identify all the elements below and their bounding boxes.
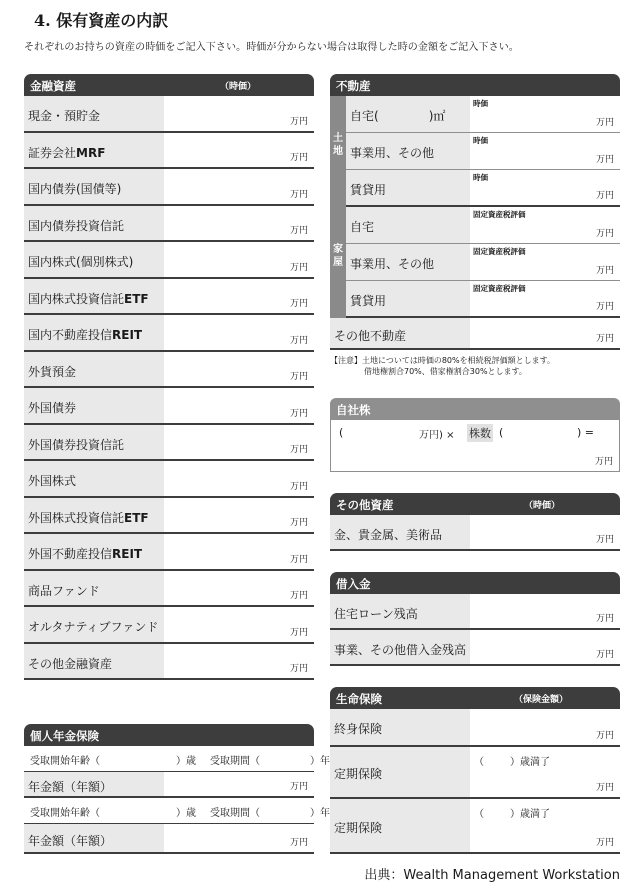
unit-label: 万円 [595, 731, 614, 741]
unit-label: 万円 [289, 226, 308, 236]
real-estate-note-1: 【注意】土地については時価の80%を相続税評価額とします。 [330, 356, 555, 365]
financial-asset-value-field[interactable] [164, 534, 314, 569]
pension-nen-label-1: ）年 [310, 756, 330, 767]
pension-age-row-2 [24, 798, 330, 824]
real-estate-label [350, 107, 445, 124]
other-real-estate-label: その他不動産 [334, 329, 407, 343]
financial-asset-label-text: 外国債券 [28, 401, 77, 415]
real-estate-note-2: 借地権割合70%、借家権割合30%とします。 [364, 367, 527, 376]
term-life-label-1: 定期保険 [334, 767, 383, 781]
financial-asset-value-field[interactable] [164, 498, 314, 533]
whole-life-label: 終身保険 [334, 722, 383, 736]
financial-asset-label-code: ETF [124, 510, 149, 525]
financial-asset-label-code: ETF [124, 291, 149, 306]
other-loan-field[interactable] [470, 630, 620, 664]
valuation-basis-note: 時価 [473, 99, 488, 108]
real-estate-label [350, 292, 386, 309]
house-row [346, 281, 620, 318]
own-stock-shares-tag: 株数 [467, 424, 493, 442]
financial-asset-row [24, 206, 314, 243]
house-row [346, 207, 620, 244]
home-area-unit: )㎡ [428, 109, 446, 123]
unit-label: 万円 [289, 554, 308, 565]
pension-annual-row-2 [24, 824, 314, 854]
pension-annual-row-1 [24, 772, 314, 798]
financial-asset-row [24, 534, 314, 571]
financial-asset-label-code: REIT [112, 547, 143, 561]
pension-annual-label-2: 年金額（年額） [28, 834, 113, 848]
pension-sai-label-1: ）歳 [176, 756, 196, 767]
unit-label: 万円 [289, 335, 308, 346]
real-estate-label [350, 255, 434, 272]
real-estate-label [350, 181, 386, 198]
real-estate-value-field[interactable] [470, 133, 620, 169]
house-side-label [330, 207, 346, 318]
financial-asset-label-text: その他金融資産 [28, 656, 113, 671]
real-estate-value-field[interactable] [470, 96, 620, 132]
valuation-basis-note: 固定資産税評価 [473, 284, 526, 293]
real-estate-value-field[interactable] [470, 207, 620, 243]
financial-asset-label-text: 国内株式投資信託 [28, 291, 125, 306]
financial-asset-value-field[interactable] [164, 571, 314, 606]
valuation-basis-note: 固定資産税評価 [473, 247, 526, 256]
financial-asset-label-code: REIT [112, 328, 143, 342]
unit-label: 万円 [595, 334, 614, 344]
real-estate-label-text: 自宅( [350, 109, 379, 123]
life-insurance-title: 生命保険 [336, 692, 382, 706]
financial-asset-row [24, 388, 314, 425]
unit-label: 万円 [595, 229, 614, 239]
pension-start-age-field-2[interactable] [104, 801, 174, 819]
pension-nen-label-2: ）年 [310, 808, 330, 819]
unit-label: 万円 [595, 535, 614, 545]
own-stock-box [330, 420, 620, 472]
term-life-field-2[interactable] [470, 799, 620, 852]
unit-label: 万円 [289, 481, 308, 492]
mortgage-row [330, 594, 620, 630]
financial-asset-label [28, 472, 76, 489]
unit-label: 万円 [595, 191, 614, 201]
unit-label: 万円 [289, 116, 308, 127]
financial-asset-label-code: MRF [76, 145, 106, 160]
real-estate-label-text: 賃貸用 [350, 183, 387, 197]
financial-asset-row [24, 96, 314, 133]
other-real-estate-row [330, 318, 620, 350]
real-estate-label [350, 144, 434, 161]
term-life-label-2: 定期保険 [334, 821, 383, 835]
own-stock-title: 自社株 [336, 403, 371, 417]
financial-asset-label-text: 国内債券投資信託 [28, 218, 125, 233]
financial-asset-value-field[interactable] [164, 644, 314, 679]
unit-label: 万円 [595, 118, 614, 128]
financial-asset-row [24, 644, 314, 681]
financial-asset-value-field[interactable] [164, 279, 314, 314]
term-expiry-close-1: ）歳満了 [510, 757, 550, 768]
unit-label: 万円 [595, 783, 614, 793]
pension-start-age-label-1: 受取開始年齢（ [30, 756, 100, 767]
financial-asset-row [24, 461, 314, 498]
financial-asset-label [28, 180, 121, 197]
term-expiry-open-2: （ [474, 809, 484, 820]
land-side-text: 土地 [333, 133, 343, 157]
unit-label: 万円 [289, 189, 308, 200]
term-life-row-1 [330, 747, 620, 799]
financial-asset-label [28, 326, 142, 343]
financial-asset-row [24, 169, 314, 206]
own-stock-unit-x: 万円) × [419, 430, 455, 441]
financial-asset-row [24, 242, 314, 279]
financial-asset-label-text: 国内不動産投信 [28, 328, 113, 342]
loans-header [330, 572, 620, 594]
real-estate-label-text: 自宅 [350, 220, 375, 234]
unit-label: 万円 [289, 518, 308, 528]
term-expiry-open-1: （ [474, 757, 484, 768]
real-estate-value-field[interactable] [470, 244, 620, 280]
financial-asset-value-field[interactable] [164, 133, 314, 168]
financial-asset-label [28, 253, 133, 270]
life-insurance-header-note: （保険金額） [514, 695, 569, 705]
pension-title: 個人年金保険 [30, 729, 99, 743]
financial-asset-label [28, 618, 158, 635]
financial-asset-label [28, 509, 149, 526]
financial-asset-label-text: 外国不動産投信 [28, 547, 113, 561]
unit-label: 万円 [289, 838, 308, 848]
pension-period-label-2: 受取期間（ [210, 808, 260, 819]
unit-label: 万円 [289, 299, 308, 309]
financial-asset-label [28, 144, 105, 161]
term-expiry-close-2: ）歳満了 [510, 809, 550, 820]
land-row [346, 96, 620, 133]
financial-asset-value-field[interactable] [164, 461, 314, 496]
financial-asset-row [24, 133, 314, 170]
financial-asset-value-field[interactable] [164, 96, 314, 131]
own-stock-result-field[interactable] [511, 446, 591, 468]
pension-age-row-1 [24, 746, 330, 772]
financial-assets-header-note: （時価） [220, 82, 257, 92]
term-life-field-1[interactable] [470, 747, 620, 797]
precious-metals-label: 金、貴金属、美術品 [334, 528, 443, 542]
whole-life-field[interactable] [470, 709, 620, 745]
pension-annual-field-2[interactable] [164, 824, 314, 852]
loans-title: 借入金 [336, 577, 371, 591]
pension-period-label-1: 受取期間（ [210, 756, 260, 767]
financial-asset-label-text: 国内債券(国債等) [28, 182, 122, 196]
financial-asset-label-text: 外貨預金 [28, 364, 77, 379]
other-assets-header-note: （時価） [524, 501, 561, 511]
financial-asset-row [24, 352, 314, 389]
mortgage-field[interactable] [470, 594, 620, 628]
own-stock-header [330, 398, 620, 420]
financial-asset-label [28, 107, 100, 124]
unit-label: 万円 [289, 591, 308, 601]
financial-asset-label [28, 436, 124, 453]
own-stock-price-field[interactable] [347, 424, 417, 442]
financial-asset-label-text: 商品ファンド [28, 583, 100, 598]
financial-asset-label [28, 545, 142, 562]
financial-asset-value-field[interactable] [164, 607, 314, 642]
pension-header [24, 724, 314, 746]
financial-asset-label [28, 363, 76, 380]
real-estate-label [350, 218, 374, 235]
term-life-row-2 [330, 799, 620, 854]
unit-label: 万円 [289, 445, 308, 455]
unit-label: 万円 [595, 302, 614, 312]
unit-label: 万円 [594, 457, 613, 467]
pension-start-age-field-1[interactable] [104, 749, 174, 767]
financial-asset-value-field[interactable] [164, 242, 314, 277]
real-estate-header [330, 74, 620, 96]
house-side-text: 家屋 [333, 244, 343, 268]
unit-label: 万円 [289, 664, 308, 674]
financial-asset-value-field[interactable] [164, 425, 314, 460]
unit-label: 万円 [595, 155, 614, 165]
own-stock-close-eq: ) = [577, 426, 595, 439]
unit-label: 万円 [595, 614, 614, 624]
financial-asset-row [24, 607, 314, 644]
financial-asset-label-text: 証券会社 [28, 145, 77, 160]
own-stock-open-paren-2: ( [499, 426, 504, 439]
financial-asset-label-text: 外国債券投資信託 [28, 437, 125, 452]
financial-asset-value-field[interactable] [164, 315, 314, 350]
financial-asset-value-field[interactable] [164, 388, 314, 423]
other-assets-header [330, 493, 620, 515]
other-loan-label: 事業、その他借入金残高 [334, 643, 467, 657]
pension-annual-label-1: 年金額（年額） [28, 780, 113, 794]
financial-asset-label [28, 582, 100, 599]
financial-asset-value-field[interactable] [164, 352, 314, 387]
other-assets-row [330, 515, 620, 551]
financial-assets-title: 金融資産 [30, 79, 76, 93]
real-estate-value-field[interactable] [470, 170, 620, 205]
financial-asset-label-text: 外国株式投資信託 [28, 510, 125, 525]
financial-asset-value-field[interactable] [164, 169, 314, 204]
real-estate-label-text: 事業用、その他 [350, 257, 435, 271]
financial-asset-row [24, 315, 314, 352]
unit-label: 万円 [289, 627, 308, 638]
financial-asset-label-text: オルタナティブファンド [28, 620, 159, 634]
other-assets-title: その他資産 [336, 498, 394, 512]
house-row [346, 244, 620, 281]
land-row [346, 170, 620, 207]
pension-period-field-2[interactable] [264, 801, 304, 819]
pension-start-age-label-2: 受取開始年齢（ [30, 808, 100, 819]
financial-asset-label [28, 655, 112, 672]
unit-label: 万円 [289, 153, 308, 163]
own-stock-open-paren: ( [339, 426, 344, 439]
pension-sai-label-2: ）歳 [176, 808, 196, 819]
page-title: 4. 保有資産の内訳 [34, 11, 169, 30]
unit-label: 万円 [595, 650, 614, 660]
financial-asset-label-text: 外国株式 [28, 474, 77, 488]
financial-asset-label [28, 290, 149, 307]
life-insurance-header [330, 687, 620, 709]
land-row [346, 133, 620, 170]
page-subtitle: それぞれのお持ちの資産の時価をご記入下さい。時価が分からない場合は取得した時の金額をご記入下さい。 [24, 42, 519, 53]
unit-label: 万円 [289, 408, 308, 419]
financial-asset-row [24, 571, 314, 608]
financial-asset-value-field[interactable] [164, 206, 314, 241]
other-loan-row [330, 630, 620, 666]
precious-metals-field[interactable] [470, 515, 620, 549]
mortgage-label: 住宅ローン残高 [334, 607, 418, 621]
financial-asset-label-text: 現金・預貯金 [28, 109, 101, 123]
financial-asset-label [28, 217, 124, 234]
pension-period-field-1[interactable] [264, 749, 304, 767]
real-estate-label-text: 賃貸用 [350, 294, 387, 308]
land-side-label [330, 96, 346, 207]
own-stock-shares-field[interactable] [507, 424, 573, 442]
financial-asset-row [24, 279, 314, 316]
unit-label: 万円 [595, 838, 614, 848]
unit-label: 万円 [289, 262, 308, 273]
source-credit: 出典：Wealth Management Workstation [364, 868, 620, 883]
unit-label: 万円 [289, 372, 308, 382]
other-real-estate-field[interactable] [470, 318, 620, 348]
real-estate-value-field[interactable] [470, 281, 620, 316]
unit-label: 万円 [595, 266, 614, 276]
pension-annual-field-1[interactable] [164, 772, 314, 796]
valuation-basis-note: 時価 [473, 173, 488, 182]
financial-asset-row [24, 498, 314, 535]
financial-asset-row [24, 425, 314, 462]
valuation-basis-note: 時価 [473, 136, 488, 145]
financial-asset-label-text: 国内株式(個別株式) [28, 255, 134, 269]
valuation-basis-note: 固定資産税評価 [473, 210, 526, 219]
real-estate-title: 不動産 [336, 79, 371, 93]
whole-life-row [330, 709, 620, 747]
unit-label: 万円 [289, 782, 308, 792]
real-estate-label-text: 事業用、その他 [350, 146, 435, 160]
financial-asset-label [28, 399, 76, 416]
financial-assets-header [24, 74, 314, 96]
